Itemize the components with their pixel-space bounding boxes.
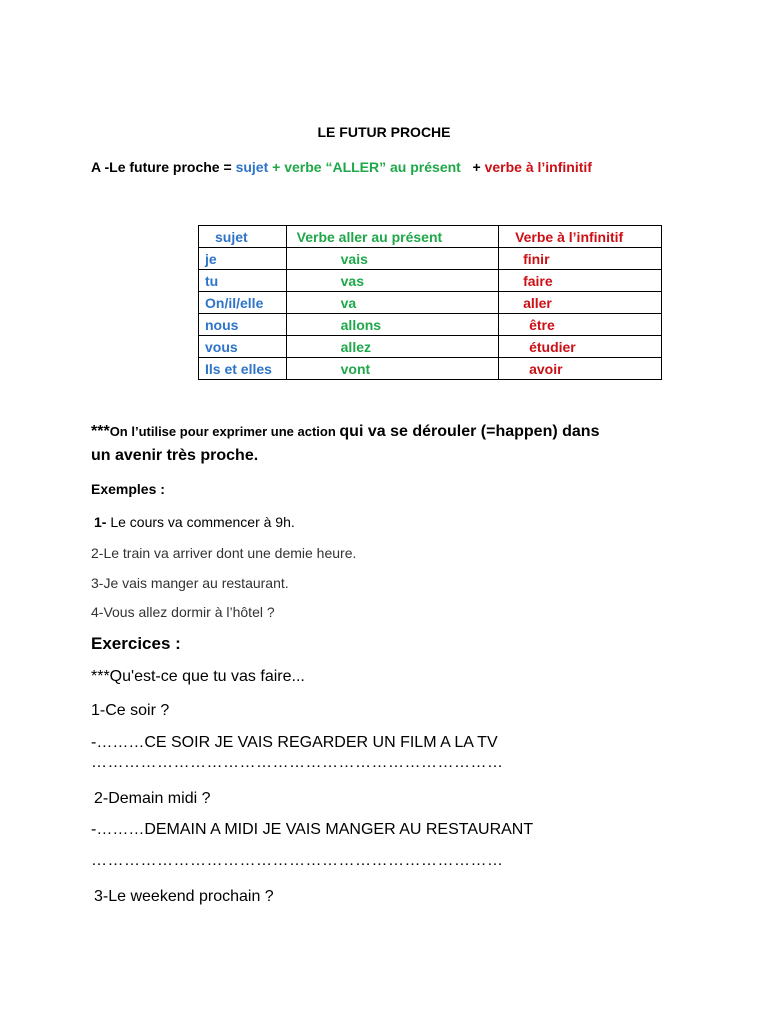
usage-note-stars: ***: [91, 423, 110, 440]
cell-sujet: Ils et elles: [199, 358, 287, 380]
table-row: [199, 292, 662, 314]
cell-aller: vais: [286, 248, 498, 270]
table-row: [199, 336, 662, 358]
usage-note-line-2: un avenir très proche.: [91, 447, 259, 464]
table-row: [199, 270, 662, 292]
usage-note-line-1: [91, 420, 599, 444]
usage-note-part-1: On l’utilise pour exprimer une action: [109, 424, 340, 439]
usage-note: [91, 420, 599, 468]
header-verbe-aller: Verbe aller au présent: [286, 226, 498, 248]
cell-infinitif: étudier: [499, 336, 662, 358]
exercice-q2: 2-Demain midi ?: [94, 790, 211, 807]
cell-infinitif: finir: [499, 248, 662, 270]
exemple-3: 3-Je vais manger au restaurant.: [91, 575, 289, 591]
exercice-answer-2: -………DEMAIN A MIDI JE VAIS MANGER AU RESTAURANT: [91, 821, 534, 838]
formula-prefix: A -Le future proche =: [91, 159, 236, 175]
cell-sujet: vous: [199, 336, 287, 358]
header-verbe-infinitif: Verbe à l’infinitif: [499, 226, 662, 248]
table-row: [199, 314, 662, 336]
cell-sujet: nous: [199, 314, 287, 336]
cell-sujet: je: [199, 248, 287, 270]
cell-aller: va: [286, 292, 498, 314]
table-row: [199, 248, 662, 270]
conjugation-table: [198, 225, 662, 380]
exemple-4: 4-Vous allez dormir à l’hôtel ?: [91, 604, 275, 620]
formula-plus-2: +: [472, 159, 481, 175]
exercice-q3: 3-Le weekend prochain ?: [94, 888, 274, 905]
formula-sujet: sujet: [235, 159, 269, 175]
formula-verbe-aller: verbe “ALLER” au présent: [284, 159, 461, 175]
formula-line: [91, 159, 592, 175]
cell-aller: vas: [286, 270, 498, 292]
table-row: [199, 358, 662, 380]
cell-aller: vont: [286, 358, 498, 380]
cell-sujet: On/il/elle: [199, 292, 287, 314]
cell-infinitif: aller: [499, 292, 662, 314]
cell-aller: allez: [286, 336, 498, 358]
exercice-question: ***Qu'est-ce que tu vas faire...: [91, 668, 305, 685]
formula-plus-1: +: [272, 159, 281, 175]
exemple-2: 2-Le train va arriver dont une demie heure.: [91, 545, 357, 561]
exemples-heading: Exemples :: [91, 481, 165, 497]
exercice-dots-1: …………………………………………………………………: [91, 754, 504, 771]
cell-infinitif: avoir: [499, 358, 662, 380]
exercice-q1: 1-Ce soir ?: [91, 702, 170, 719]
exercice-answer-1: -………CE SOIR JE VAIS REGARDER UN FILM A LA TV: [91, 734, 498, 751]
cell-sujet: tu: [199, 270, 287, 292]
exercices-heading: Exercices :: [91, 634, 181, 653]
header-sujet: sujet: [199, 226, 287, 248]
table-header-row: [199, 226, 662, 248]
exemple-1-text: Le cours va commencer à 9h.: [106, 514, 295, 530]
formula-verbe-infinitif: verbe à l’infinitif: [484, 159, 592, 175]
usage-note-part-2: qui va se dérouler (=happen) dans: [339, 423, 600, 440]
exemple-1-number: 1-: [94, 514, 107, 530]
cell-aller: allons: [286, 314, 498, 336]
page-title: LE FUTUR PROCHE: [317, 124, 451, 140]
exemple-1: [94, 514, 295, 530]
exercice-dots-2: …………………………………………………………………: [91, 852, 504, 869]
cell-infinitif: être: [499, 314, 662, 336]
cell-infinitif: faire: [499, 270, 662, 292]
